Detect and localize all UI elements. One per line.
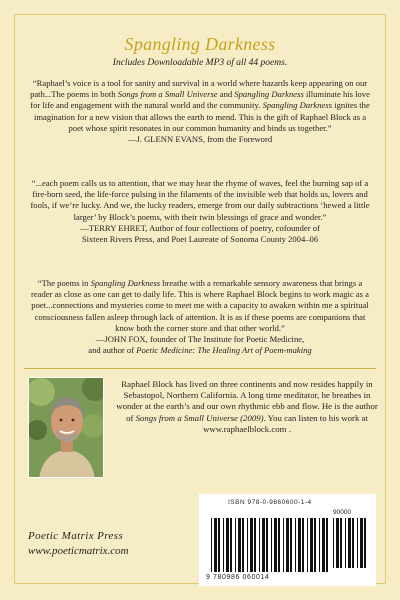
barcode-bar: [278, 518, 280, 572]
barcode-bar: [250, 518, 253, 572]
blurb-text: breathe with a remarkable sensory awareness that brings a reader as close as one can get to daily life. This is where Raphael Block begins to work magic as a poet...connections and mysteries come to meet me with a capacity to awaken within me a spiritual consciousness fallen asleep through lack of attention. It is as if these poems are companions that know both the corner store and that other world.”: [31, 278, 369, 333]
barcode-bar: [295, 518, 296, 572]
barcode-bar: [333, 518, 334, 568]
barcode-bar: [230, 518, 232, 572]
blurb-text: “The poems in: [37, 278, 91, 288]
barcode-bar: [259, 518, 260, 572]
barcode-bar: [364, 518, 366, 568]
publisher-website: www.poeticmatrix.com: [28, 545, 129, 557]
barcode-bar: [223, 518, 224, 572]
price-code: 90000: [333, 509, 352, 516]
book-reference: Poetic Medicine: The Healing Art of Poem-making: [136, 345, 312, 356]
book-title-text: Spangling Darkness: [124, 34, 276, 54]
barcode-bar: [322, 518, 325, 572]
barcode-bar: [274, 518, 277, 572]
barcode-bar: [271, 518, 272, 572]
barcode-bar: [235, 518, 236, 572]
barcode-bar: [307, 518, 308, 572]
blurb-attribution: —JOHN FOX, founder of The Institute for Poetic Medicine,: [95, 334, 305, 345]
blurb-evans: [28, 78, 372, 145]
barcode-bar: [314, 518, 316, 572]
barcode-bar: [242, 518, 244, 572]
isbn-barcode: [211, 518, 329, 572]
book-reference: Songs from a Small Universe: [117, 89, 218, 100]
bio-text: Raphael Block has lived on three continents and now resides happily in Sebastopol, Northern California. A long time meditator, he breathes in wonder at the earth’s and our own rhythmic ebb and flow. He is the author of: [116, 379, 378, 423]
barcode-bar: [247, 518, 248, 572]
barcode-bar: [340, 518, 342, 568]
blurb-attribution: [28, 345, 372, 356]
barcode-bar: [352, 518, 354, 568]
book-reference: Spangling Darkness: [90, 278, 161, 288]
book-reference: Spangling Darkness: [234, 89, 304, 100]
author-bio: [116, 379, 378, 435]
barcode-bar: [254, 518, 256, 572]
blurb-attribution: —J. GLENN EVANS, from the Foreword: [127, 134, 273, 145]
blurb-text: “...each poem calls us to attention, that we may hear the rhyme of waves, feel the burning sap of a fire-born seed, the life-force pulsing in the filaments of the invisible web that holds us, lovers and fools, if we’re lucky. And we, the lucky readers, emerge from our daily subtractions ‘hewed a little larger’ by Block’s poems, with their twin blessings of grace and wonder.”: [30, 178, 370, 222]
barcode-bar: [360, 518, 363, 568]
barcode-bar: [286, 518, 289, 572]
barcode-bar: [345, 518, 346, 568]
barcode-bar: [262, 518, 265, 572]
barcode-bar: [348, 518, 351, 568]
barcode-bar: [310, 518, 313, 572]
price-barcode: [333, 518, 369, 568]
blurb-text: “Raphael’s voice is a tool for sanity and survival in a world where hazards keep appearing on our path...The poems in both: [30, 78, 368, 100]
barcode-bar: [211, 518, 212, 572]
barcode-bar: [218, 518, 220, 572]
author-photo-image: [29, 378, 104, 478]
blurb-attribution: Sixteen Rivers Press, and Poet Laureate of Sonoma County 2004–06: [81, 234, 319, 245]
blurb-text: and author of: [88, 345, 137, 356]
barcode-bar: [214, 518, 217, 572]
isbn-label: ISBN 978-0-9860600-1-4: [228, 499, 312, 506]
blurb-text: ignites the imagination for a new vision that allows the earth to mend. This is the gift of Raphael Block as a poet whose spirit resonates in our common humanity and binds us together.”: [33, 100, 370, 133]
section-divider: [24, 368, 376, 369]
barcode-bar: [238, 518, 241, 572]
barcode-number: 9 780986 060014: [206, 574, 270, 581]
barcode-bar: [319, 518, 320, 572]
barcode-bar: [298, 518, 301, 572]
blurb-fox: [28, 278, 372, 356]
barcode-bar: [357, 518, 358, 568]
barcode-bar: [266, 518, 268, 572]
barcode-bar: [283, 518, 284, 572]
barcode-bar: [290, 518, 292, 572]
blurb-text: illuminate his love for life and engagement with the natural world and the community.: [30, 89, 370, 111]
bio-text: You can listen to his work at www.raphaelblock.com .: [203, 412, 368, 434]
blurb-text: and: [217, 89, 235, 100]
barcode-bar: [302, 518, 304, 572]
book-title: [0, 34, 400, 55]
blurb-ehret: [28, 178, 372, 245]
barcode-bar: [226, 518, 229, 572]
blurb-attribution: —TERRY EHRET, Author of four collections of poetry, cofounder of: [80, 222, 320, 233]
author-photo: [28, 377, 104, 478]
book-subtitle: Includes Downloadable MP3 of all 44 poems.: [112, 58, 288, 68]
book-reference: Spangling Darkness: [262, 100, 333, 111]
barcode-bar: [326, 518, 328, 572]
publisher-name: Poetic Matrix Press: [28, 530, 124, 542]
barcode-bar: [336, 518, 339, 568]
book-reference: Songs from a Small Universe (2009).: [135, 412, 266, 423]
